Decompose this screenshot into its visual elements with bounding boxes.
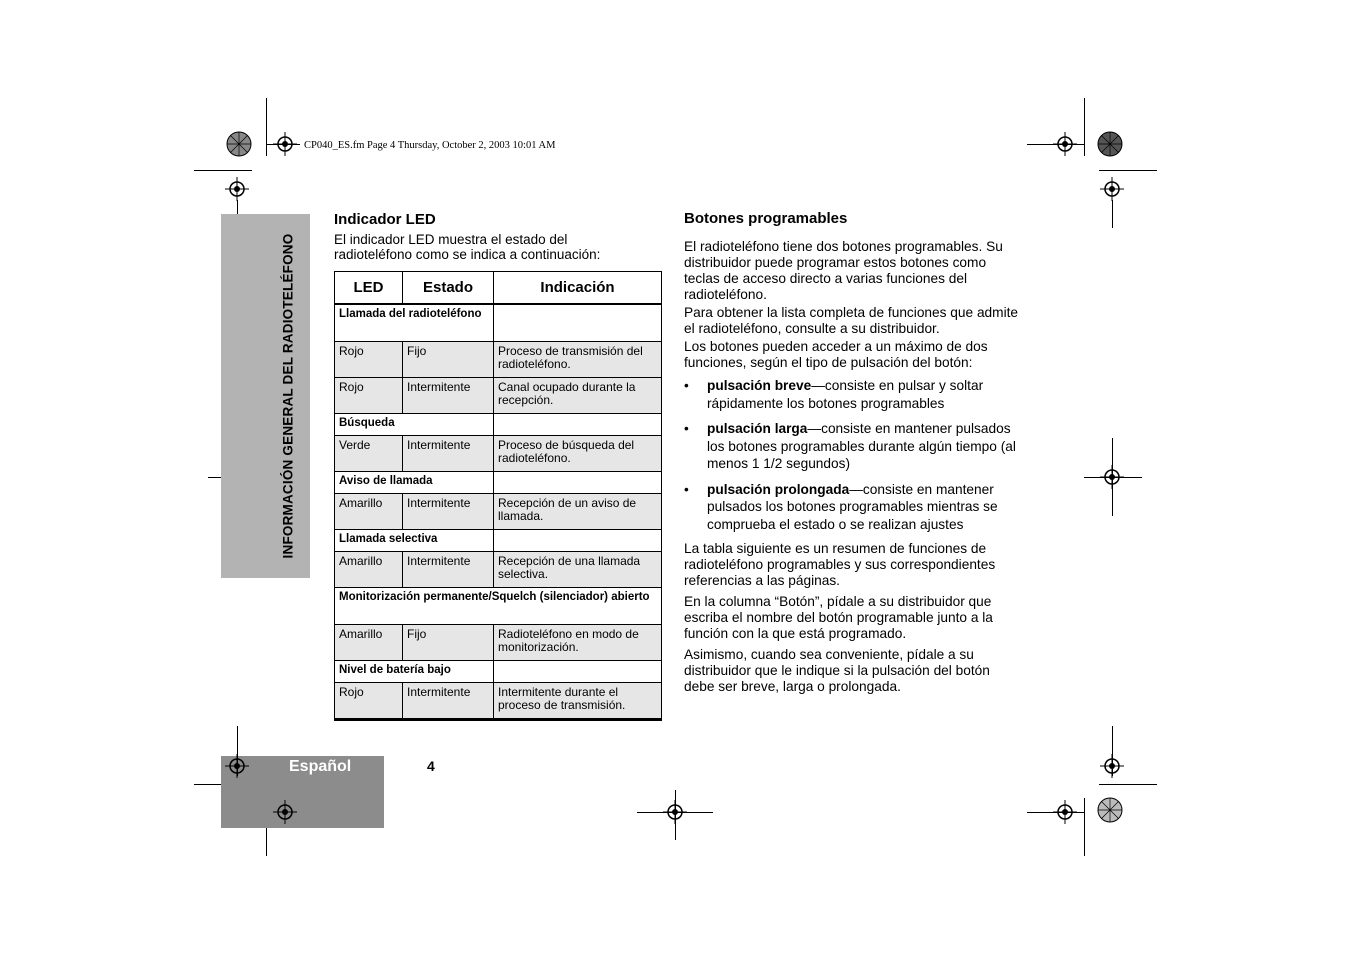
led-state: Intermitente — [403, 494, 494, 530]
group-row — [335, 661, 662, 683]
crop-mark — [1112, 200, 1113, 228]
led-table — [334, 271, 662, 721]
registration-target-icon — [1100, 177, 1124, 201]
led-indication: Intermitente durante el proceso de transmisión. — [494, 683, 662, 720]
list-item — [684, 481, 1019, 534]
led-state: Fijo — [403, 342, 494, 378]
page-number: 4 — [427, 758, 435, 774]
crop-mark — [237, 726, 238, 776]
led-indication: Canal ocupado durante la recepción. — [494, 378, 662, 414]
group-title: Nivel de batería bajo — [335, 661, 494, 683]
list-item-term: pulsación larga — [707, 421, 808, 436]
paragraph: Asimismo, cuando sea conveniente, pídale a su distribuidor que le indique si la pulsación del botón debe ser breve, larga o prolongada. — [684, 647, 990, 694]
table-row — [335, 494, 662, 530]
crop-mark — [1027, 812, 1085, 813]
led-color: Verde — [335, 436, 403, 472]
group-row — [335, 472, 662, 494]
list-item-text: —consiste en mantener pulsados los botones programables durante algún tiempo (al menos 1 1/2 segundos) — [707, 421, 1016, 471]
bullet-icon: • — [684, 421, 689, 436]
side-section-tab — [221, 214, 310, 578]
table-row — [335, 625, 662, 661]
registration-target-icon — [273, 800, 297, 824]
table-row — [335, 683, 662, 720]
crop-mark — [1099, 170, 1157, 171]
crop-mark — [266, 144, 300, 145]
led-section-intro — [334, 233, 664, 262]
table-row — [335, 436, 662, 472]
paragraph: La tabla siguiente es un resumen de funciones de radioteléfono programables y sus correspondientes referencias a las páginas. — [684, 541, 996, 588]
list-item-text: —consiste en mantener pulsados los botones programables mientras se comprueba el estado o se realizan ajustes — [707, 481, 998, 532]
led-color: Amarillo — [335, 494, 403, 530]
bullet-icon: • — [684, 481, 689, 497]
crop-mark — [675, 790, 676, 840]
col-header-led: LED — [335, 272, 403, 305]
led-indication: Recepción de un aviso de llamada. — [494, 494, 662, 530]
group-title: Búsqueda — [335, 414, 494, 436]
crop-mark — [1112, 726, 1113, 776]
col-header-indicacion: Indicación — [494, 272, 662, 305]
led-state: Intermitente — [403, 552, 494, 588]
led-color: Amarillo — [335, 625, 403, 661]
rosette-mark-icon — [226, 131, 252, 157]
group-title: Llamada selectiva — [335, 530, 494, 552]
paragraph: Para obtener la lista completa de funciones que admite el radioteléfono, consulte a su distribuidor. — [684, 305, 1019, 336]
led-color: Amarillo — [335, 552, 403, 588]
table-row — [335, 552, 662, 588]
crop-mark — [1084, 98, 1085, 156]
intro-line: El indicador LED muestra el estado del — [334, 232, 568, 247]
paragraph: El radioteléfono tiene dos botones programables. Su distribuidor puede programar estos botones como teclas de acceso directo a varias funciones del radioteléfono. — [684, 239, 1003, 302]
group-title: Llamada del radioteléfono — [335, 304, 494, 342]
registration-target-icon — [225, 177, 249, 201]
led-state: Fijo — [403, 625, 494, 661]
table-row — [335, 378, 662, 414]
group-title: Aviso de llamada — [335, 472, 494, 494]
group-title: Monitorización permanente/Squelch (silenciador) abierto — [335, 588, 662, 625]
rosette-mark-icon — [1097, 797, 1123, 823]
group-row — [335, 304, 662, 342]
list-item — [684, 420, 1019, 473]
led-indication: Proceso de búsqueda del radioteléfono. — [494, 436, 662, 472]
led-state: Intermitente — [403, 436, 494, 472]
table-row — [335, 342, 662, 378]
led-section-title: Indicador LED — [334, 211, 436, 228]
side-section-title: INFORMACIÓN GENERAL DEL RADIOTELÉFONO — [280, 233, 295, 559]
led-color: Rojo — [335, 378, 403, 414]
print-header: CP040_ES.fm Page 4 Thursday, October 2, 2003 10:01 AM — [304, 140, 556, 151]
group-row — [335, 588, 662, 625]
group-row — [335, 530, 662, 552]
press-types-list — [684, 377, 1019, 533]
paragraph: En la columna “Botón”, pídale a su distribuidor que escriba el nombre del botón programable junto a la función con la que está programado. — [684, 594, 993, 641]
led-state: Intermitente — [403, 683, 494, 720]
crop-mark — [266, 98, 267, 156]
list-item — [684, 377, 1019, 412]
col-header-estado: Estado — [403, 272, 494, 305]
list-item-term: pulsación breve — [707, 378, 812, 393]
crop-mark — [1084, 477, 1142, 478]
paragraph: Los botones pueden acceder a un máximo de dos funciones, según el tipo de pulsación del botón: — [684, 339, 988, 370]
bullet-icon: • — [684, 378, 689, 393]
led-indication: Recepción de una llamada selectiva. — [494, 552, 662, 588]
led-indication: Radioteléfono en modo de monitorización. — [494, 625, 662, 661]
intro-line: radioteléfono como se indica a continuación: — [334, 246, 601, 262]
led-color: Rojo — [335, 342, 403, 378]
crop-mark — [1099, 784, 1157, 785]
rosette-mark-icon — [1097, 131, 1123, 157]
list-item-term: pulsación prolongada — [707, 481, 850, 497]
list-item-text: —consiste en pulsar y soltar rápidamente los botones programables — [707, 378, 984, 411]
crop-mark — [194, 170, 252, 171]
led-indication: Proceso de transmisión del radioteléfono. — [494, 342, 662, 378]
led-color: Rojo — [335, 683, 403, 720]
crop-mark — [1027, 144, 1085, 145]
programmable-buttons-title: Botones programables — [684, 210, 848, 227]
led-section — [334, 211, 664, 262]
footer-language: Español — [289, 758, 352, 775]
led-state: Intermitente — [403, 378, 494, 414]
crop-mark — [1084, 798, 1085, 856]
group-row — [335, 414, 662, 436]
programmable-buttons-section — [684, 211, 1019, 697]
